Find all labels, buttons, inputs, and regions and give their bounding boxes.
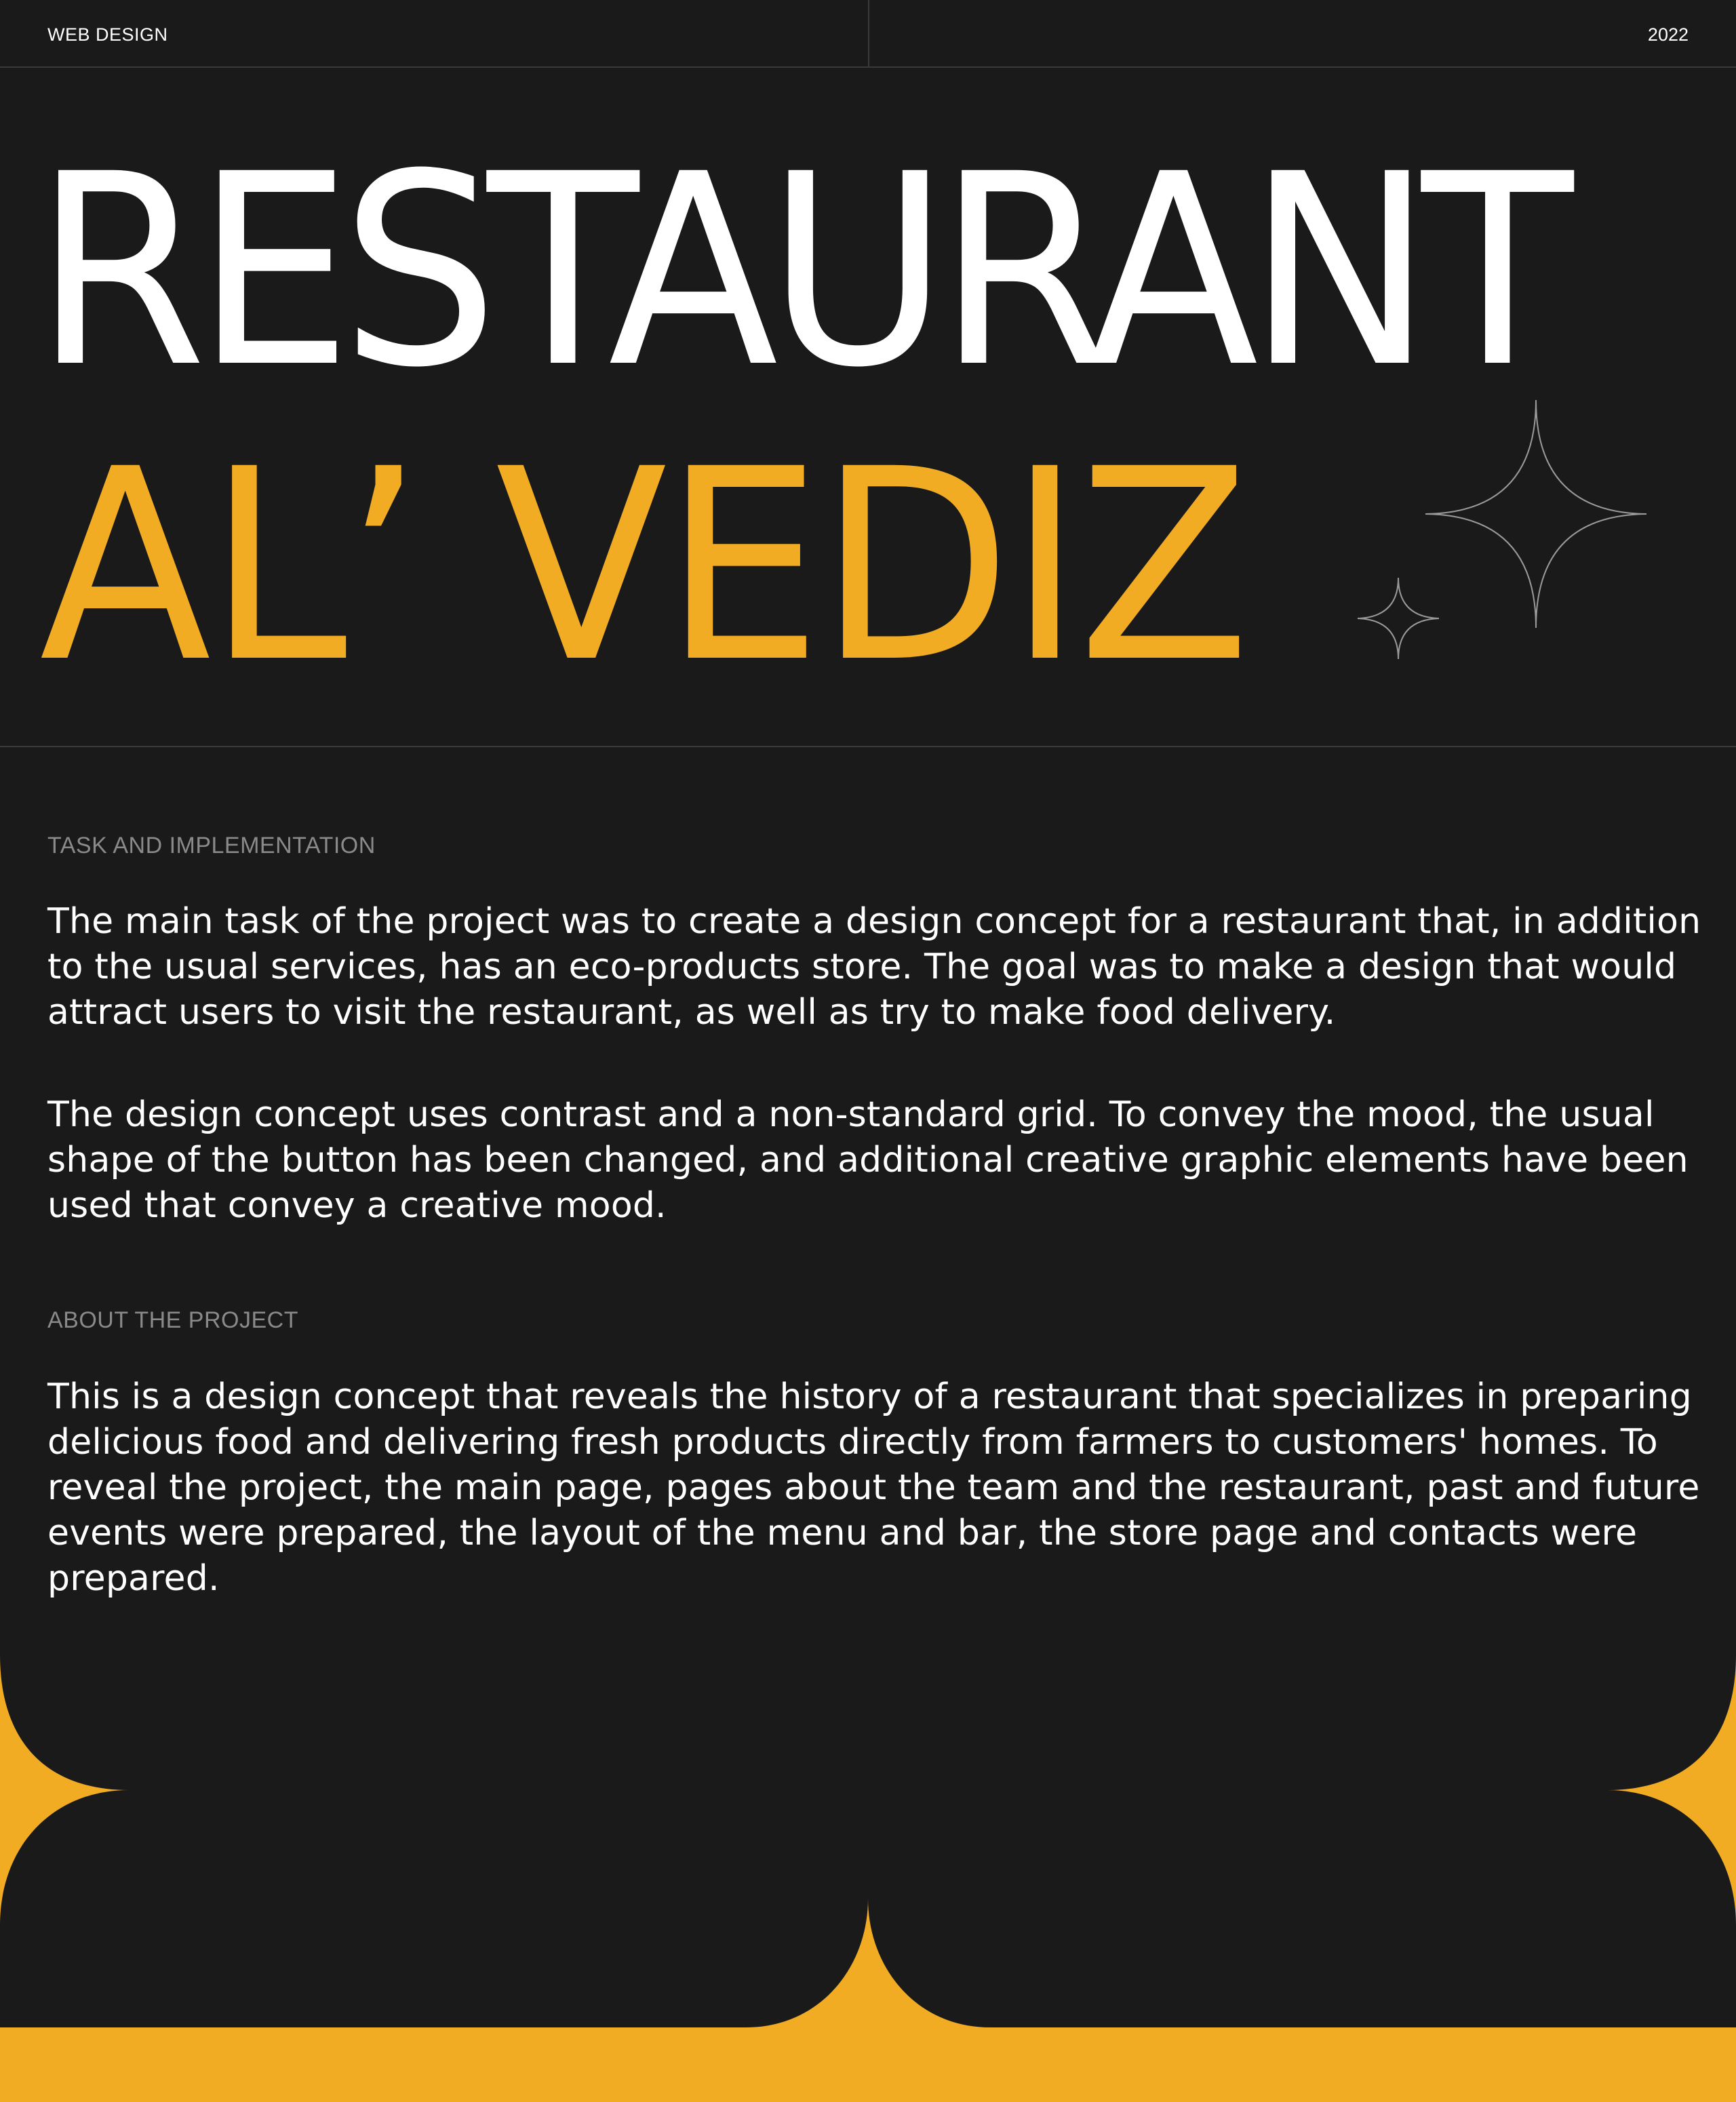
top-bar (0, 0, 1736, 68)
hero-title-line-2: AL’ VEDIZ (39, 412, 1247, 720)
section-label-task: TASK AND IMPLEMENTATION (47, 833, 376, 858)
task-paragraph-2: The design concept uses contrast and a non-standard grid. To convey the mood, the usual shape of the button has been changed, and additional creative graphic elements have been used that convey a creative mood. (47, 1094, 1689, 1226)
year-label: 2022 (1647, 24, 1689, 45)
hero-title-line-1: RESTAURANT (34, 117, 1562, 425)
about-paragraph: This is a design concept that reveals the history of a restaurant that specializes in preparing delicious food and delivering fresh products directly from farmers to customers' homes. To reveal the project, the main page, pages about the team and the restaurant, past and future events were prepared, the layout of the menu and bar, the store page and contacts were prepared. (47, 1376, 1700, 1599)
sparkle-large-icon (1424, 399, 1648, 629)
hero-section (0, 68, 1736, 747)
sparkle-small-icon (1356, 576, 1440, 660)
section-label-about: ABOUT THE PROJECT (47, 1307, 298, 1333)
top-bar-divider (868, 0, 869, 68)
category-label: WEB DESIGN (47, 24, 168, 45)
task-paragraph-1: The main task of the project was to create a design concept for a restaurant that, in addition to the usual services, has an eco-products store. The goal was to make a design that would attract users to visit the restaurant, as well as try to make food delivery. (47, 901, 1701, 1033)
